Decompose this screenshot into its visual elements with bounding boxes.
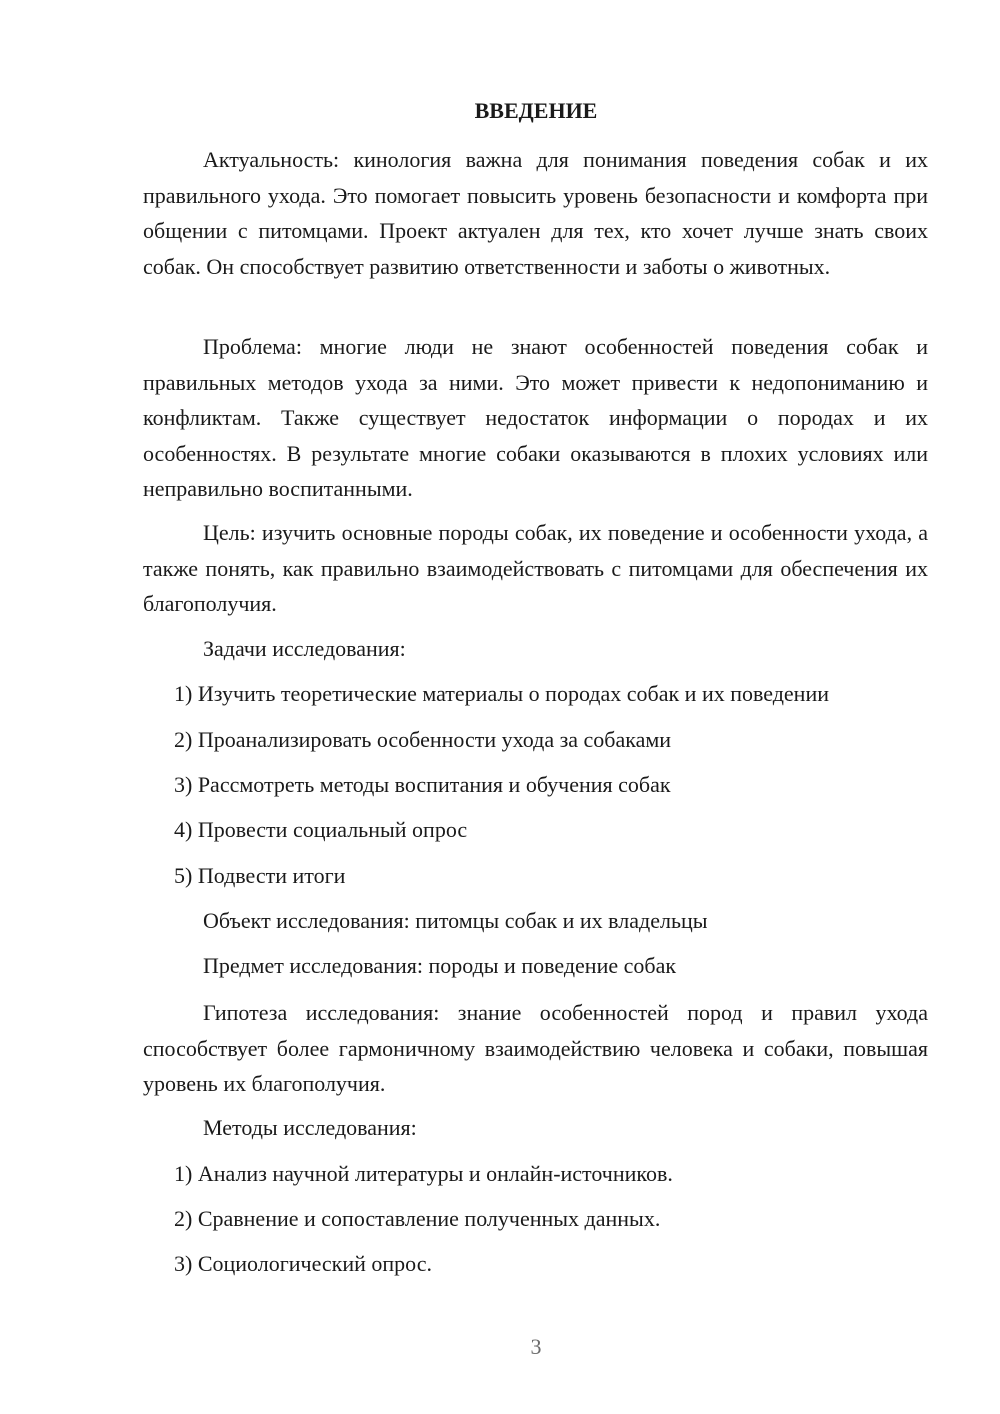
method-item: 1) Анализ научной литературы и онлайн-источников. (174, 1161, 673, 1186)
task-item: 1) Изучить теоретические материалы о породах собак и их поведении (174, 681, 830, 706)
method-item: 3) Социологический опрос. (174, 1251, 432, 1276)
methods-label: Методы исследования: (203, 1115, 417, 1140)
section-heading: ВВЕДЕНИЕ (474, 98, 598, 123)
object-line: Объект исследования: питомцы собак и их владельцы (203, 908, 708, 933)
task-item: 4) Провести социальный опрос (174, 817, 468, 842)
subject-line: Предмет исследования: породы и поведение собак (203, 953, 677, 978)
method-item: 2) Сравнение и сопоставление полученных данных. (174, 1206, 661, 1231)
task-item: 2) Проанализировать особенности ухода за собаками (174, 727, 672, 752)
tasks-label: Задачи исследования: (203, 636, 406, 661)
problem-paragraph: Проблема: многие люди не знают особенностей поведения собак и правильных методов ухода за ними. Это может привести к недопониманию и конфликтам. Также существует недостаток информации о породах и их особенностях. В результате многие собаки оказываются в плохих условиях или неправильно воспитанными. (143, 334, 928, 501)
page-number: 3 (530, 1334, 542, 1359)
hypothesis-paragraph: Гипотеза исследования: знание особенностей пород и правил ухода способствует более гармоничному взаимодействию человека и собаки, повышая уровень их благополучия. (143, 1000, 928, 1096)
task-item: 3) Рассмотреть методы воспитания и обучения собак (174, 772, 671, 797)
relevance-paragraph: Актуальность: кинология важна для понимания поведения собак и их правильного ухода. Это помогает повысить уровень безопасности и комфорта при общении с питомцами. Проект актуален для тех, кто хочет лучше знать своих собак. Он способствует развитию ответственности и заботы о животных. (143, 147, 928, 279)
goal-paragraph: Цель: изучить основные породы собак, их поведение и особенности ухода, а также понять, как правильно взаимодействовать с питомцами для обеспечения их благополучия. (143, 520, 928, 616)
task-item: 5) Подвести итоги (174, 863, 346, 888)
